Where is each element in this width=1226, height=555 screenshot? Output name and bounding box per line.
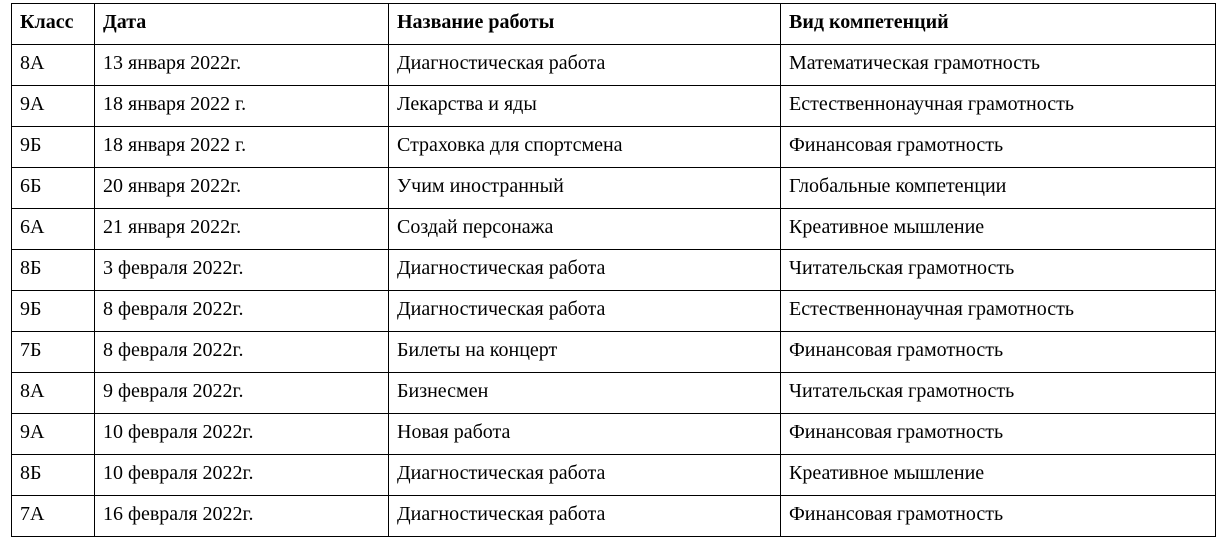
cell-date-text: 8 февраля 2022г. xyxy=(103,298,244,320)
cell-class-text: 6Б xyxy=(20,175,42,197)
cell-date-text: 10 февраля 2022г. xyxy=(103,421,254,443)
cell-class xyxy=(12,455,95,496)
cell-date xyxy=(95,86,389,127)
cell-date xyxy=(95,414,389,455)
cell-work-title-text: Диагностическая работа xyxy=(397,462,606,484)
cell-date xyxy=(95,127,389,168)
cell-date xyxy=(95,209,389,250)
cell-date xyxy=(95,250,389,291)
cell-class xyxy=(12,45,95,86)
cell-class-text: 8А xyxy=(20,380,45,402)
cell-date-text: 9 февраля 2022г. xyxy=(103,380,244,402)
cell-competence xyxy=(781,455,1216,496)
cell-class xyxy=(12,373,95,414)
cell-class-text: 8Б xyxy=(20,257,42,279)
cell-class xyxy=(12,414,95,455)
cell-class-text: 6А xyxy=(20,216,45,238)
cell-work-title-text: Билеты на концерт xyxy=(397,339,558,361)
cell-date-text: 18 января 2022 г. xyxy=(103,134,247,156)
cell-date-text: 3 февраля 2022г. xyxy=(103,257,244,279)
cell-work-title xyxy=(389,373,781,414)
cell-class-text: 7А xyxy=(20,503,45,525)
cell-date-text: 20 января 2022г. xyxy=(103,175,242,197)
cell-date-text: 18 января 2022 г. xyxy=(103,93,247,115)
table-row xyxy=(12,250,1216,291)
header-work-title-label: Название работы xyxy=(397,11,555,33)
cell-work-title-text: Учим иностранный xyxy=(397,175,564,197)
cell-work-title xyxy=(389,455,781,496)
table-row xyxy=(12,496,1216,537)
cell-work-title-text: Диагностическая работа xyxy=(397,298,606,320)
cell-date xyxy=(95,45,389,86)
cell-competence xyxy=(781,291,1216,332)
cell-date xyxy=(95,496,389,537)
cell-competence xyxy=(781,45,1216,86)
header-competence xyxy=(781,4,1216,45)
cell-competence-text: Финансовая грамотность xyxy=(789,339,1004,361)
cell-competence-text: Читательская грамотность xyxy=(789,380,1015,402)
cell-competence xyxy=(781,127,1216,168)
cell-work-title xyxy=(389,332,781,373)
cell-class-text: 9Б xyxy=(20,134,42,156)
cell-competence-text: Финансовая грамотность xyxy=(789,134,1004,156)
cell-date-text: 21 января 2022г. xyxy=(103,216,242,238)
cell-class-text: 9А xyxy=(20,421,45,443)
cell-competence-text: Финансовая грамотность xyxy=(789,503,1004,525)
cell-competence-text: Глобальные компетенции xyxy=(789,175,1007,197)
table-row xyxy=(12,86,1216,127)
cell-work-title xyxy=(389,250,781,291)
cell-date xyxy=(95,332,389,373)
cell-work-title-text: Создай персонажа xyxy=(397,216,554,238)
cell-work-title xyxy=(389,496,781,537)
cell-date-text: 16 февраля 2022г. xyxy=(103,503,254,525)
cell-competence xyxy=(781,414,1216,455)
header-class-label: Класс xyxy=(20,11,74,33)
table-row xyxy=(12,332,1216,373)
cell-competence xyxy=(781,86,1216,127)
cell-work-title xyxy=(389,209,781,250)
cell-competence xyxy=(781,496,1216,537)
cell-date-text: 8 февраля 2022г. xyxy=(103,339,244,361)
cell-class-text: 8Б xyxy=(20,462,42,484)
header-row xyxy=(12,4,1216,45)
cell-competence-text: Креативное мышление xyxy=(789,462,985,484)
header-competence-label: Вид компетенций xyxy=(789,11,949,33)
header-work-title xyxy=(389,4,781,45)
cell-work-title-text: Диагностическая работа xyxy=(397,257,606,279)
cell-competence xyxy=(781,373,1216,414)
table-row xyxy=(12,455,1216,496)
cell-work-title xyxy=(389,127,781,168)
cell-class xyxy=(12,291,95,332)
cell-class xyxy=(12,86,95,127)
cell-date xyxy=(95,373,389,414)
cell-class-text: 9Б xyxy=(20,298,42,320)
schedule-table xyxy=(11,3,1216,537)
cell-date xyxy=(95,291,389,332)
cell-work-title xyxy=(389,45,781,86)
cell-competence xyxy=(781,209,1216,250)
cell-competence-text: Математическая грамотность xyxy=(789,52,1041,74)
cell-competence xyxy=(781,250,1216,291)
table-row xyxy=(12,168,1216,209)
cell-date xyxy=(95,168,389,209)
table-row xyxy=(12,291,1216,332)
cell-class-text: 8А xyxy=(20,52,45,74)
cell-work-title xyxy=(389,291,781,332)
header-date-label: Дата xyxy=(103,11,147,33)
cell-work-title-text: Диагностическая работа xyxy=(397,503,606,525)
cell-class xyxy=(12,496,95,537)
cell-date-text: 13 января 2022г. xyxy=(103,52,242,74)
cell-class-text: 7Б xyxy=(20,339,42,361)
table-row xyxy=(12,45,1216,86)
cell-class xyxy=(12,250,95,291)
cell-competence xyxy=(781,332,1216,373)
cell-competence-text: Естественнонаучная грамотность xyxy=(789,298,1074,320)
cell-competence-text: Читательская грамотность xyxy=(789,257,1015,279)
cell-competence xyxy=(781,168,1216,209)
cell-work-title-text: Новая работа xyxy=(397,421,511,443)
cell-work-title-text: Диагностическая работа xyxy=(397,52,606,74)
cell-work-title-text: Страховка для спортсмена xyxy=(397,134,623,156)
cell-competence-text: Креативное мышление xyxy=(789,216,985,238)
table-row xyxy=(12,127,1216,168)
cell-class xyxy=(12,127,95,168)
cell-work-title-text: Лекарства и яды xyxy=(397,93,537,115)
cell-competence-text: Естественнонаучная грамотность xyxy=(789,93,1074,115)
cell-work-title xyxy=(389,414,781,455)
cell-date-text: 10 февраля 2022г. xyxy=(103,462,254,484)
cell-class xyxy=(12,168,95,209)
cell-work-title xyxy=(389,168,781,209)
table-body xyxy=(12,45,1216,537)
cell-competence-text: Финансовая грамотность xyxy=(789,421,1004,443)
header-class xyxy=(12,4,95,45)
table-row xyxy=(12,209,1216,250)
cell-class xyxy=(12,209,95,250)
cell-work-title xyxy=(389,86,781,127)
table-row xyxy=(12,414,1216,455)
table-row xyxy=(12,373,1216,414)
cell-date xyxy=(95,455,389,496)
cell-class-text: 9А xyxy=(20,93,45,115)
cell-class xyxy=(12,332,95,373)
header-date xyxy=(95,4,389,45)
cell-work-title-text: Бизнесмен xyxy=(397,380,489,402)
